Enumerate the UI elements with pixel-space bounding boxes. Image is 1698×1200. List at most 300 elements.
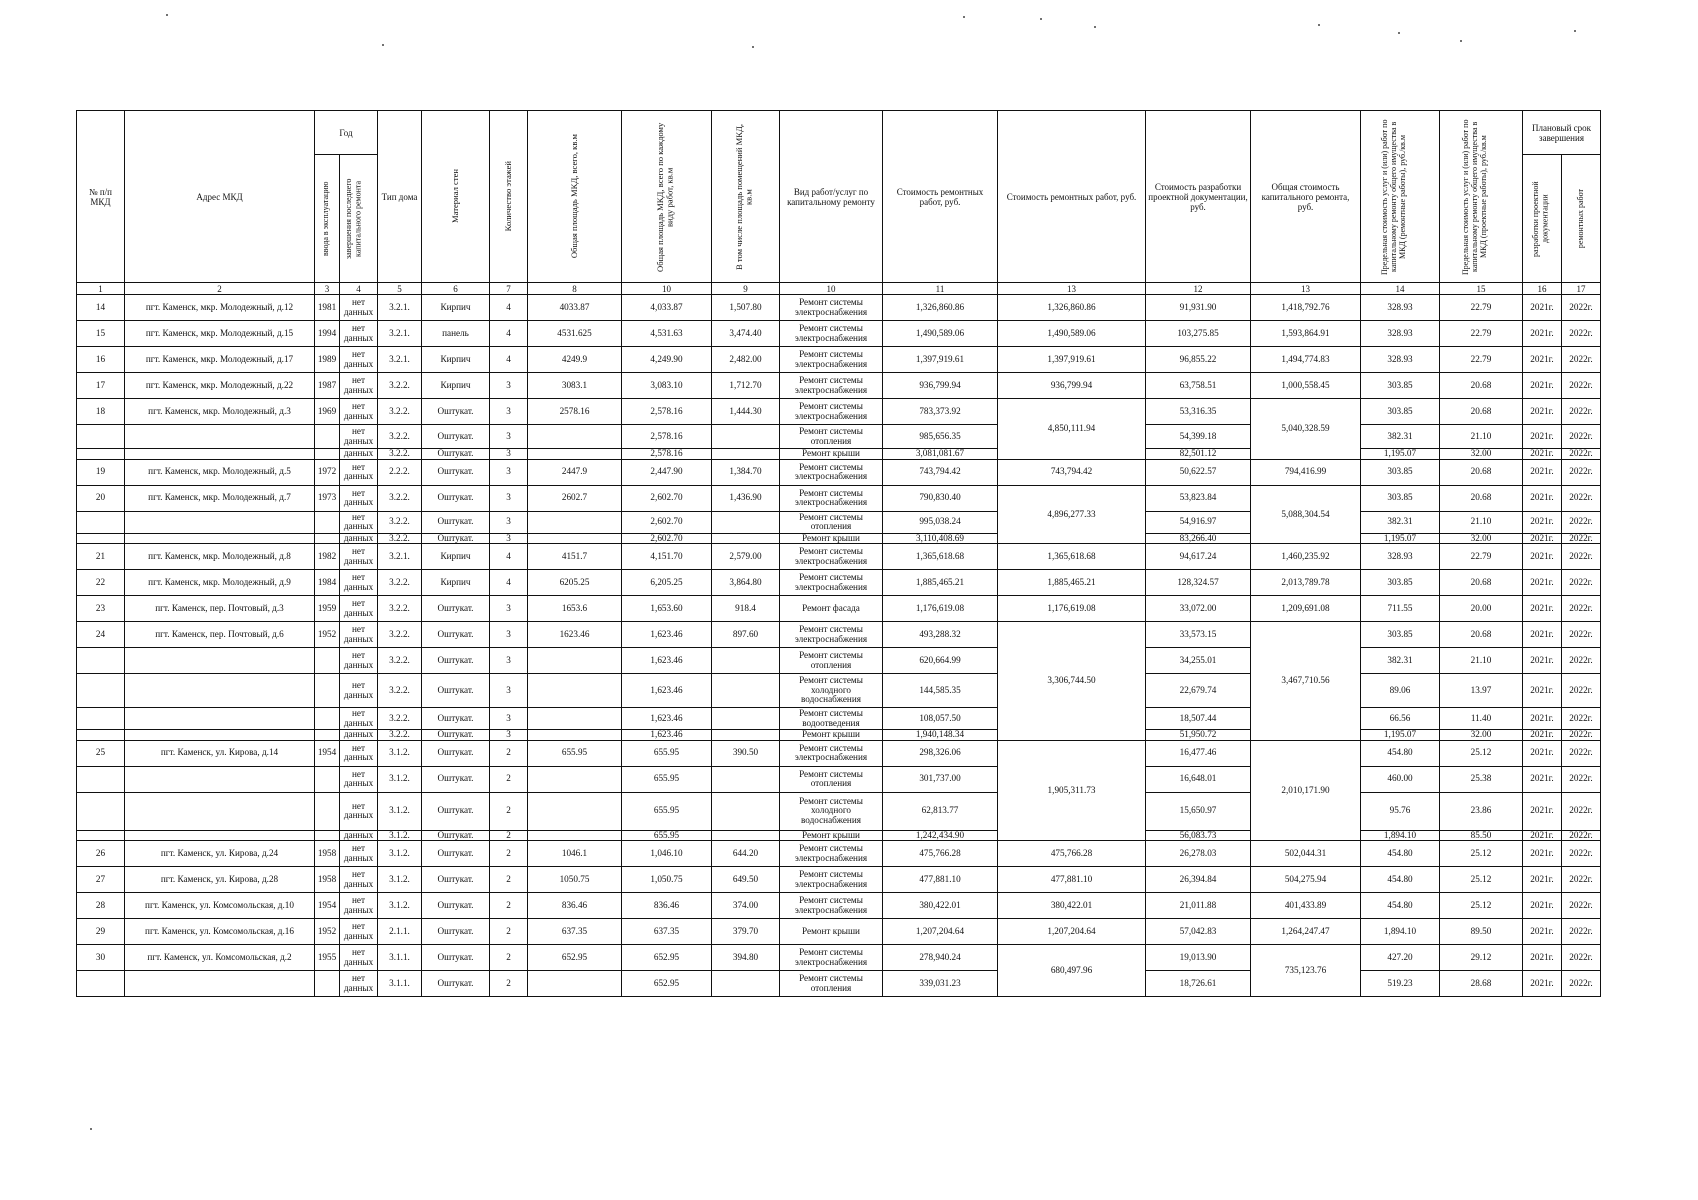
cell-term-design: 2021г. [1523,511,1562,533]
cell-row-number: 24 [77,622,125,648]
cell-premises-area: 3,864.80 [712,570,780,596]
cell-cost-design: 26,394.84 [1146,867,1251,893]
cell-wall-material: Кирпич [422,544,490,570]
cell-premises-area [712,511,780,533]
cell-premises-area: 1,507.80 [712,295,780,321]
cell-cost-work: 1,242,434.90 [883,830,998,841]
cell-total-cost: 1,494,774.83 [1251,347,1361,373]
cell-term-design: 2021г. [1523,648,1562,674]
cell-total-cost: 504,275.94 [1251,867,1361,893]
cell-year-commission: 1982 [315,544,340,570]
cell-work-type: Ремонт системы отопления [780,766,883,792]
table-row [77,841,1601,867]
cell-work-type: Ремонт системы электроснабжения [780,544,883,570]
cell-floors: 2 [490,792,528,830]
cell-address: пгт. Каменск, мкр. Молодежный, д.3 [125,399,315,425]
table-row [77,622,1601,648]
cell-work-type: Ремонт крыши [780,730,883,741]
cell-house-type: 3.1.2. [378,830,422,841]
cell-cost-repair: 680,497.96 [998,945,1146,997]
column-index-cell: 10 [780,283,883,295]
cell-work-type: Ремонт системы водоотведения [780,708,883,730]
scan-speck [1574,30,1576,32]
scan-speck [963,16,965,18]
cell-limit-work: 382.31 [1361,425,1440,449]
cell-cost-design: 18,507.44 [1146,708,1251,730]
cell-limit-work: 454.80 [1361,893,1440,919]
cell-cost-repair: 380,422.01 [998,893,1146,919]
cell-year-commission [315,674,340,708]
cell-area-per-work: 2,602.70 [622,533,712,544]
cell-floors: 4 [490,295,528,321]
cell-house-type: 3.1.2. [378,792,422,830]
cell-cost-work: 108,057.50 [883,708,998,730]
cell-address: пгт. Каменск, мкр. Молодежный, д.15 [125,321,315,347]
cell-cost-design: 50,622.57 [1146,459,1251,485]
cell-premises-area [712,830,780,841]
cell-floors: 2 [490,830,528,841]
cell-cost-repair: 4,896,277.33 [998,485,1146,544]
cell-limit-work: 303.85 [1361,373,1440,399]
scan-speck [1040,18,1042,20]
cell-term-design: 2021г. [1523,674,1562,708]
header-premises-area: В том числе площадь помещений МКД, кв.м [712,111,780,283]
column-index-cell: 4 [340,283,378,295]
cell-address: пгт. Каменск, пер. Почтовый, д.6 [125,622,315,648]
cell-premises-area [712,708,780,730]
cell-limit-work: 460.00 [1361,766,1440,792]
table-row [77,730,1601,741]
cell-area-per-work: 655.95 [622,766,712,792]
cell-cost-work: 3,110,408.69 [883,533,998,544]
cell-premises-area: 1,384.70 [712,459,780,485]
cell-row-number: 25 [77,740,125,766]
cell-limit-design: 20.68 [1440,373,1523,399]
cell-premises-area: 1,712.70 [712,373,780,399]
cell-wall-material: Кирпич [422,373,490,399]
header-area-per-work: Общая площадь МКД, всего по каждому виду работ, кв.м [622,111,712,283]
cell-work-type: Ремонт системы холодного водоснабжения [780,674,883,708]
cell-term-work: 2022г. [1562,425,1601,449]
cell-floors: 2 [490,945,528,971]
cell-work-type: Ремонт крыши [780,449,883,460]
cell-cost-work: 936,799.94 [883,373,998,399]
table-row [77,570,1601,596]
cell-area-per-work: 637.35 [622,919,712,945]
cell-limit-work: 328.93 [1361,347,1440,373]
cell-total-area [528,511,622,533]
header-limit-work: Предельная стоимость услуг и (или) работ по капитальному ремонту общего имущества в МКД (ремонтные работы), руб./кв.м [1361,111,1440,283]
cell-year-last-repair: данных [340,449,378,460]
cell-floors: 3 [490,449,528,460]
cell-term-design: 2021г. [1523,425,1562,449]
cell-cost-design: 103,275.85 [1146,321,1251,347]
table-row [77,373,1601,399]
cell-limit-work: 95.76 [1361,792,1440,830]
cell-year-last-repair: данных [340,730,378,741]
column-index-cell: 12 [1146,283,1251,295]
cell-limit-work: 303.85 [1361,399,1440,425]
table-row [77,347,1601,373]
cell-work-type: Ремонт системы отопления [780,648,883,674]
cell-row-number: 14 [77,295,125,321]
cell-area-per-work: 1,046.10 [622,841,712,867]
cell-house-type: 3.2.1. [378,347,422,373]
cell-cost-design: 19,013.90 [1146,945,1251,971]
header-total-area: Общая площадь МКД, всего, кв.м [528,111,622,283]
cell-term-work: 2022г. [1562,570,1601,596]
cell-house-type: 3.1.1. [378,945,422,971]
cell-cost-design: 51,950.72 [1146,730,1251,741]
cell-year-last-repair: нет данных [340,841,378,867]
column-index-cell: 3 [315,283,340,295]
table-row [77,295,1601,321]
header-total-cost: Общая стоимость капитального ремонта, руб. [1251,111,1361,283]
cell-work-type: Ремонт системы электроснабжения [780,373,883,399]
cell-total-cost: 794,416.99 [1251,459,1361,485]
cell-limit-work: 1,195.07 [1361,449,1440,460]
cell-cost-design: 83,266.40 [1146,533,1251,544]
cell-total-area [528,766,622,792]
cell-term-design: 2021г. [1523,730,1562,741]
cell-term-work: 2022г. [1562,321,1601,347]
cell-limit-design: 20.68 [1440,399,1523,425]
cell-address: пгт. Каменск, ул. Комсомольская, д.10 [125,893,315,919]
cell-total-area [528,533,622,544]
cell-limit-design: 23.86 [1440,792,1523,830]
cell-premises-area [712,425,780,449]
cell-term-work: 2022г. [1562,893,1601,919]
cell-term-design: 2021г. [1523,830,1562,841]
cell-total-area [528,449,622,460]
header-term-group: Плановый срок завершения [1523,111,1601,155]
cell-year-last-repair: нет данных [340,622,378,648]
cell-cost-work: 62,813.77 [883,792,998,830]
cell-term-design: 2021г. [1523,971,1562,997]
cell-limit-work: 382.31 [1361,648,1440,674]
cell-term-design: 2021г. [1523,533,1562,544]
cell-wall-material: Оштукат. [422,971,490,997]
cell-term-design: 2021г. [1523,945,1562,971]
cell-cost-design: 53,823.84 [1146,485,1251,511]
cell-address: пгт. Каменск, ул. Комсомольская, д.2 [125,945,315,971]
cell-work-type: Ремонт системы отопления [780,511,883,533]
cell-cost-repair: 475,766.28 [998,841,1146,867]
cell-row-number [77,766,125,792]
cell-wall-material: Оштукат. [422,945,490,971]
cell-floors: 3 [490,533,528,544]
cell-address [125,533,315,544]
cell-year-last-repair: данных [340,830,378,841]
table-row [77,893,1601,919]
repair-plan-table [76,110,1601,997]
cell-work-type: Ремонт системы электроснабжения [780,622,883,648]
cell-house-type: 3.2.2. [378,533,422,544]
cell-wall-material: Оштукат. [422,841,490,867]
cell-total-cost: 5,088,304.54 [1251,485,1361,544]
cell-address [125,648,315,674]
cell-row-number [77,792,125,830]
scan-speck [1398,32,1400,34]
cell-area-per-work: 836.46 [622,893,712,919]
cell-limit-design: 32.00 [1440,533,1523,544]
cell-limit-design: 32.00 [1440,730,1523,741]
cell-cost-work: 493,288.32 [883,622,998,648]
cell-floors: 3 [490,459,528,485]
cell-premises-area: 374.00 [712,893,780,919]
cell-term-work: 2022г. [1562,399,1601,425]
column-index-cell: 11 [883,283,998,295]
cell-row-number [77,708,125,730]
cell-area-per-work: 4,531.63 [622,321,712,347]
cell-row-number [77,449,125,460]
cell-total-area [528,730,622,741]
table-row [77,449,1601,460]
cell-year-last-repair: нет данных [340,971,378,997]
header-cost-work: Стоимость ремонтных работ, руб. [883,111,998,283]
cell-area-per-work: 1,623.46 [622,730,712,741]
cell-wall-material: Кирпич [422,570,490,596]
table-row [77,740,1601,766]
cell-cost-work: 477,881.10 [883,867,998,893]
cell-house-type: 2.1.1. [378,919,422,945]
scan-speck [1460,40,1462,42]
table-row [77,919,1601,945]
cell-cost-work: 1,940,148.34 [883,730,998,741]
cell-cost-work: 743,794.42 [883,459,998,485]
cell-house-type: 3.2.2. [378,674,422,708]
cell-total-cost: 2,013,789.78 [1251,570,1361,596]
cell-floors: 2 [490,867,528,893]
column-index-cell: 6 [422,283,490,295]
cell-limit-design: 25.12 [1440,740,1523,766]
header-cost-repair: Стоимость ремонтных работ, руб. [998,111,1146,283]
table-row [77,708,1601,730]
cell-wall-material: Оштукат. [422,449,490,460]
cell-row-number: 23 [77,596,125,622]
cell-limit-design: 21.10 [1440,425,1523,449]
cell-work-type: Ремонт системы электроснабжения [780,841,883,867]
cell-address: пгт. Каменск, мкр. Молодежный, д.7 [125,485,315,511]
cell-wall-material: Оштукат. [422,674,490,708]
cell-cost-repair: 1,885,465.21 [998,570,1146,596]
cell-house-type: 3.2.1. [378,321,422,347]
column-index-cell: 9 [712,283,780,295]
cell-floors: 3 [490,730,528,741]
scan-speck [166,14,168,16]
cell-limit-design: 32.00 [1440,449,1523,460]
cell-year-last-repair: нет данных [340,867,378,893]
cell-cost-design: 53,316.35 [1146,399,1251,425]
cell-work-type: Ремонт системы электроснабжения [780,740,883,766]
cell-cost-design: 26,278.03 [1146,841,1251,867]
cell-address: пгт. Каменск, ул. Кирова, д.24 [125,841,315,867]
cell-premises-area: 2,579.00 [712,544,780,570]
cell-house-type: 3.2.2. [378,485,422,511]
cell-row-number [77,425,125,449]
cell-floors: 3 [490,425,528,449]
cell-total-area [528,792,622,830]
cell-year-last-repair: нет данных [340,596,378,622]
cell-address [125,792,315,830]
cell-limit-design: 22.79 [1440,347,1523,373]
cell-term-design: 2021г. [1523,841,1562,867]
cell-year-commission: 1972 [315,459,340,485]
cell-area-per-work: 655.95 [622,740,712,766]
cell-term-work: 2022г. [1562,867,1601,893]
cell-limit-design: 13.97 [1440,674,1523,708]
cell-house-type: 3.2.2. [378,511,422,533]
cell-limit-work: 303.85 [1361,570,1440,596]
cell-row-number [77,730,125,741]
cell-term-design: 2021г. [1523,893,1562,919]
cell-year-last-repair: нет данных [340,425,378,449]
cell-floors: 2 [490,766,528,792]
cell-total-cost: 502,044.31 [1251,841,1361,867]
cell-total-area: 4249.9 [528,347,622,373]
cell-total-cost: 1,209,691.08 [1251,596,1361,622]
cell-floors: 3 [490,373,528,399]
cell-premises-area [712,648,780,674]
cell-floors: 2 [490,893,528,919]
cell-year-last-repair: нет данных [340,295,378,321]
table-row [77,596,1601,622]
cell-cost-work: 1,490,589.06 [883,321,998,347]
cell-total-area: 2578.16 [528,399,622,425]
cell-address: пгт. Каменск, ул. Кирова, д.14 [125,740,315,766]
header-house-type: Тип дома [378,111,422,283]
cell-area-per-work: 652.95 [622,945,712,971]
cell-work-type: Ремонт системы электроснабжения [780,399,883,425]
cell-limit-design: 22.79 [1440,544,1523,570]
cell-area-per-work: 2,578.16 [622,425,712,449]
cell-address [125,971,315,997]
cell-work-type: Ремонт системы электроснабжения [780,570,883,596]
cell-limit-work: 454.80 [1361,867,1440,893]
cell-house-type: 3.1.2. [378,740,422,766]
scan-speck [382,44,384,46]
column-index-cell: 15 [1440,283,1523,295]
cell-term-work: 2022г. [1562,766,1601,792]
cell-premises-area: 394.80 [712,945,780,971]
cell-total-cost: 1,000,558.45 [1251,373,1361,399]
table-row [77,459,1601,485]
cell-area-per-work: 4,033.87 [622,295,712,321]
cell-term-design: 2021г. [1523,708,1562,730]
header-year-commission: ввода в эксплуатацию [315,155,340,283]
cell-cost-work: 144,585.35 [883,674,998,708]
cell-work-type: Ремонт крыши [780,919,883,945]
cell-row-number: 18 [77,399,125,425]
table-row [77,648,1601,674]
cell-wall-material: Оштукат. [422,511,490,533]
cell-year-commission [315,730,340,741]
table-row [77,971,1601,997]
cell-work-type: Ремонт системы электроснабжения [780,347,883,373]
cell-term-work: 2022г. [1562,449,1601,460]
cell-wall-material: Оштукат. [422,399,490,425]
cell-floors: 3 [490,399,528,425]
cell-year-commission [315,766,340,792]
header-wall-material: Материал стен [422,111,490,283]
cell-limit-design: 25.12 [1440,893,1523,919]
cell-limit-work: 303.85 [1361,622,1440,648]
cell-wall-material: Кирпич [422,295,490,321]
cell-cost-design: 16,477.46 [1146,740,1251,766]
table-row [77,425,1601,449]
cell-cost-work: 278,940.24 [883,945,998,971]
cell-year-last-repair: нет данных [340,485,378,511]
header-term-design: разработки проектной документации [1523,155,1562,283]
cell-address: пгт. Каменск, мкр. Молодежный, д.22 [125,373,315,399]
table-row [77,945,1601,971]
cell-limit-design: 21.10 [1440,511,1523,533]
cell-row-number [77,648,125,674]
cell-year-commission [315,449,340,460]
cell-year-commission: 1958 [315,867,340,893]
cell-total-area: 3083.1 [528,373,622,399]
cell-limit-design: 28.68 [1440,971,1523,997]
cell-total-area: 4531.625 [528,321,622,347]
cell-cost-repair: 4,850,111.94 [998,399,1146,460]
column-index-row [77,283,1601,295]
cell-cost-work: 1,365,618.68 [883,544,998,570]
cell-row-number: 28 [77,893,125,919]
cell-total-cost: 1,264,247.47 [1251,919,1361,945]
cell-total-cost: 1,418,792.76 [1251,295,1361,321]
cell-cost-repair: 936,799.94 [998,373,1146,399]
cell-area-per-work: 655.95 [622,792,712,830]
cell-total-cost: 1,460,235.92 [1251,544,1361,570]
cell-term-design: 2021г. [1523,295,1562,321]
cell-row-number: 29 [77,919,125,945]
cell-year-commission [315,792,340,830]
cell-premises-area [712,766,780,792]
cell-work-type: Ремонт системы электроснабжения [780,867,883,893]
cell-premises-area: 379.70 [712,919,780,945]
cell-row-number: 26 [77,841,125,867]
cell-work-type: Ремонт системы холодного водоснабжения [780,792,883,830]
cell-house-type: 3.2.2. [378,708,422,730]
cell-address: пгт. Каменск, ул. Кирова, д.28 [125,867,315,893]
scan-speck [90,1128,92,1130]
table-row [77,533,1601,544]
cell-limit-design: 11.40 [1440,708,1523,730]
cell-year-last-repair: нет данных [340,459,378,485]
table-row [77,674,1601,708]
cell-term-design: 2021г. [1523,596,1562,622]
cell-wall-material: Оштукат. [422,425,490,449]
cell-year-last-repair: нет данных [340,919,378,945]
cell-total-area: 1050.75 [528,867,622,893]
cell-total-area: 2602.7 [528,485,622,511]
cell-limit-work: 382.31 [1361,511,1440,533]
cell-cost-work: 1,207,204.64 [883,919,998,945]
cell-limit-work: 1,894.10 [1361,830,1440,841]
table-row [77,511,1601,533]
cell-limit-work: 454.80 [1361,740,1440,766]
cell-year-commission: 1954 [315,740,340,766]
cell-floors: 4 [490,544,528,570]
cell-wall-material: Оштукат. [422,893,490,919]
cell-cost-work: 475,766.28 [883,841,998,867]
cell-area-per-work: 3,083.10 [622,373,712,399]
cell-wall-material: Оштукат. [422,730,490,741]
cell-address [125,730,315,741]
cell-term-work: 2022г. [1562,830,1601,841]
cell-floors: 3 [490,485,528,511]
cell-row-number: 16 [77,347,125,373]
